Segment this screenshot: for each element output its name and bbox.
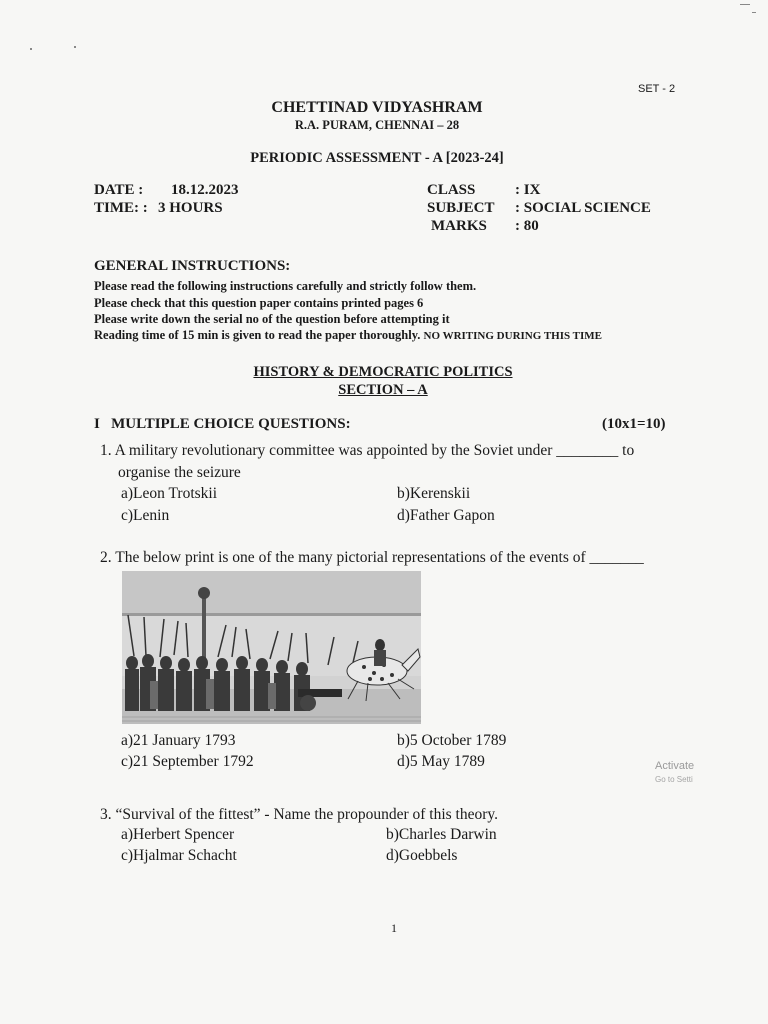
question-2-text: 2. The below print is one of the many pictorial representations of the events of _______ <box>100 549 644 566</box>
activate-watermark-subtext: Go to Setti <box>655 775 693 784</box>
q2-option-a: a)21 January 1793 <box>121 732 236 749</box>
subject-value: : SOCIAL SCIENCE <box>515 200 651 216</box>
q3-option-a: a)Herbert Spencer <box>121 826 235 843</box>
instruction-line: Please write down the serial no of the question before attempting it <box>94 312 450 326</box>
date-value: 18.12.2023 <box>171 182 239 198</box>
historical-print-image <box>122 571 421 724</box>
mcq-heading: I MULTIPLE CHOICE QUESTIONS: <box>94 416 351 432</box>
marks-label: MARKS <box>431 218 487 234</box>
no-writing-note: NO WRITING DURING THIS TIME <box>423 330 603 342</box>
instruction-line: Please read the following instructions carefully and strictly follow them. <box>94 279 477 293</box>
q1-option-b: b)Kerenskii <box>397 485 471 502</box>
reading-time-text: Reading time of 15 min is given to read the paper thoroughly. <box>94 328 421 342</box>
scan-speck <box>74 46 76 48</box>
q2-option-c: c)21 September 1792 <box>121 753 254 770</box>
marks-value: : 80 <box>515 218 539 234</box>
instruction-line: Please check that this question paper contains printed pages 6 <box>94 296 424 310</box>
time-value: 3 HOURS <box>158 200 223 216</box>
instruction-line <box>94 328 602 343</box>
q1-option-d: d)Father Gapon <box>397 507 495 524</box>
q2-option-b: b)5 October 1789 <box>397 732 507 749</box>
scan-mark <box>752 12 756 13</box>
section-title: HISTORY & DEMOCRATIC POLITICS <box>253 364 513 380</box>
q2-option-d: d)5 May 1789 <box>397 753 485 770</box>
instructions-title: GENERAL INSTRUCTIONS: <box>94 258 291 274</box>
assessment-title: PERIODIC ASSESSMENT - A [2023-24] <box>250 150 504 166</box>
question-1-text: 1. A military revolutionary committee was appointed by the Soviet under ________ to <box>100 442 635 459</box>
class-value: : IX <box>515 182 541 198</box>
q1-option-c: c)Lenin <box>121 507 170 524</box>
question-3-text: 3. “Survival of the fittest” - Name the propounder of this theory. <box>100 806 499 823</box>
page-number: 1 <box>391 921 397 935</box>
q3-option-c: c)Hjalmar Schacht <box>121 847 237 864</box>
activate-watermark: Activate <box>655 760 695 772</box>
date-label: DATE : <box>94 182 144 198</box>
scan-speck <box>30 48 32 50</box>
class-label: CLASS <box>427 182 476 198</box>
scan-mark <box>740 4 750 5</box>
school-address: R.A. PURAM, CHENNAI – 28 <box>294 118 460 132</box>
question-1-text-cont: organise the seizure <box>118 464 241 481</box>
subject-label: SUBJECT <box>427 200 495 216</box>
q3-option-d: d)Goebbels <box>386 847 458 864</box>
section-subtitle: SECTION – A <box>338 382 428 398</box>
time-label: TIME: : <box>94 200 148 216</box>
q3-option-b: b)Charles Darwin <box>386 826 497 843</box>
school-name: CHETTINAD VIDYASHRAM <box>271 99 483 116</box>
set-label: SET - 2 <box>638 83 676 95</box>
q1-option-a: a)Leon Trotskii <box>121 485 218 502</box>
mcq-marks: (10x1=10) <box>602 416 666 432</box>
